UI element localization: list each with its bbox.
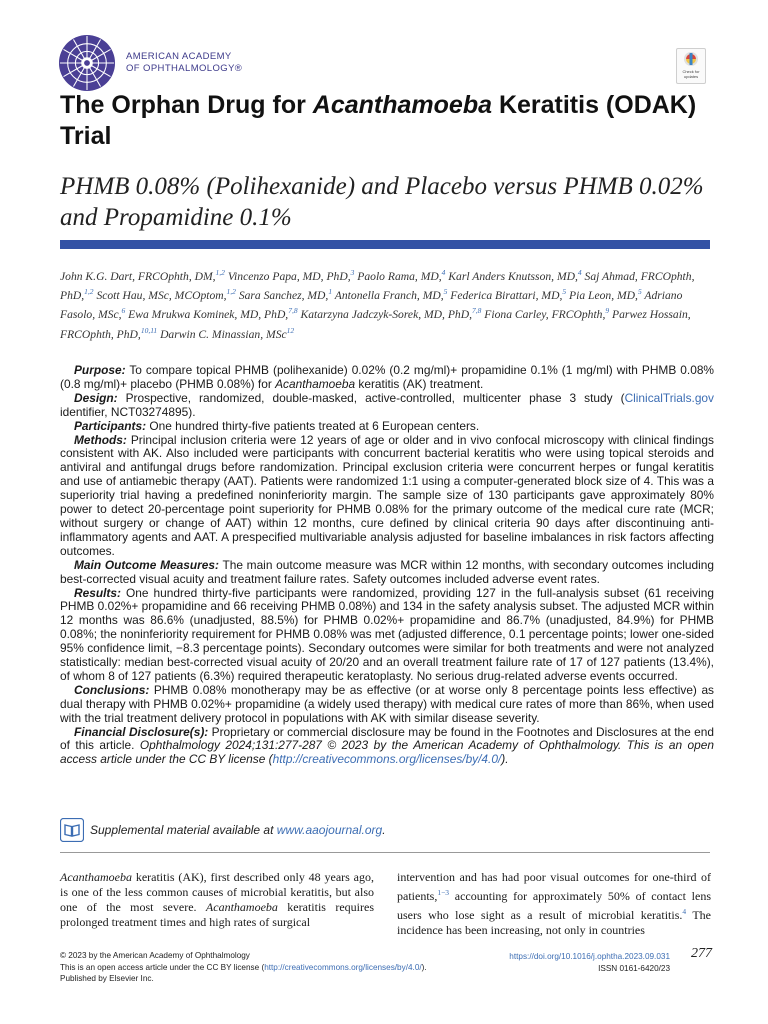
body-column-right: intervention and has had poor visual outcomes for one-third of patients,$^{1-3}$ accounting for approximately 50% of contact lens users who lose sight as a result of microbial keratitis.$^4$ The incidence has been increasing, not only in countries bbox=[397, 870, 711, 937]
author-affiliation[interactable]: 7,8 bbox=[288, 306, 298, 316]
author-affiliation[interactable]: 1,2 bbox=[215, 268, 225, 277]
citation: Ophthalmology 2024;131:277-287 © 2023 by the American Academy of Ophthalmology. This is an open access article under the CC BY license ( bbox=[60, 738, 714, 767]
author-affiliation[interactable]: 1 bbox=[328, 287, 333, 297]
author-name: Darwin C. Minassian, MSc bbox=[160, 327, 287, 341]
supplemental-text: Supplemental material available at bbox=[90, 823, 277, 837]
author bbox=[301, 308, 482, 321]
brand-name bbox=[126, 51, 242, 75]
doi-link[interactable]: https://doi.org/10.1016/j.ophtha.2023.09.031 bbox=[509, 952, 670, 961]
author-affiliation[interactable]: 5 bbox=[443, 287, 448, 297]
abstract-disclosure: Financial Disclosure(s): Proprietary or commercial disclosure may be found in the Footnotes and Disclosures at the end of this article. Ophthalmology 2024;131:277-287 © 2023 by the American Academy of Ophthalmology. This is an open access article under the CC BY license (http://creativecommons.org/licenses/by/4.0/). bbox=[60, 724, 714, 767]
brand-line-2: OF OPHTHALMOLOGY® bbox=[126, 63, 243, 74]
author-name: Karl Anders Knutsson, MD, bbox=[448, 269, 578, 283]
crossmark-label-1: Check for bbox=[682, 69, 700, 74]
aao-logo-icon bbox=[58, 34, 116, 92]
aaojournal-link[interactable]: www.aaojournal.org bbox=[276, 823, 383, 837]
author-affiliation[interactable]: 10,11 bbox=[140, 325, 158, 335]
supplemental-material: Supplemental material available at www.aaojournal.org. bbox=[60, 818, 700, 842]
author-affiliation[interactable]: 3 bbox=[350, 268, 355, 277]
abstract-outcomes: Main Outcome Measures: The main outcome measure was MCR within 12 months, with secondary outcomes including best-corrected visual acuity and treatment failure rates. Safety outcomes included adverse event rates. bbox=[60, 557, 715, 586]
author-name: Scott Hau, MSc, MCOptom, bbox=[96, 289, 227, 303]
book-icon bbox=[60, 818, 84, 842]
author-list bbox=[60, 265, 712, 342]
author bbox=[128, 308, 297, 321]
author-affiliation[interactable]: 1,2 bbox=[226, 287, 236, 297]
license-link[interactable]: http://creativecommons.org/licenses/by/4.0/ bbox=[272, 752, 502, 767]
author-affiliation[interactable]: 1,2 bbox=[84, 287, 94, 297]
abstract-conclusions: Conclusions: PHMB 0.08% monotherapy may be as effective (or at worse only 8 percentage points less effective) as dual therapy with PHMB 0.02%+ propamidine (a widely used therapy) with medical cure rates of more than 86%, when used with the trial treatment delivery protocol in populations with AK with similar disease severity. bbox=[60, 682, 715, 725]
author-affiliation[interactable]: 5 bbox=[562, 287, 567, 297]
author bbox=[357, 270, 445, 283]
reference-1-3[interactable]: 1−3 bbox=[437, 888, 450, 897]
author bbox=[569, 289, 642, 302]
author-affiliation[interactable]: 4 bbox=[577, 268, 582, 277]
author bbox=[450, 289, 566, 302]
abstract-purpose: Purpose: To compare topical PHMB (polihexanide) 0.02% (0.2 mg/ml)+ propamidine 0.1% (1 mg/ml) with PHMB 0.08% (0.8 mg/ml)+ placebo (PHMB 0.08%) for Acanthamoeba keratitis (AK) treatment. bbox=[60, 363, 715, 391]
title-rule bbox=[60, 240, 710, 249]
author-name: Parwez Hossain, FRCOphth, PhD, bbox=[60, 308, 691, 341]
author-name: Paolo Rama, MD, bbox=[357, 269, 442, 283]
abstract-methods: Methods: Principal inclusion criteria were 12 years of age or older and in vivo confocal microscopy with clinical findings consistent with AK. Also included were participants with concurrent bacterial keratitis who were using topical steroids and antiviral and antifungal drugs before randomization. Principal exclusion criteria were concurrent herpes or fungal keratitis and use of antiamebic therapy (AAT). Patients were randomized 1:1 using a computer-generated block size of 4. This was a superiority trial having a predefined noninferiority margin. The sample size of 130 participants gave approximately 80% power to detect 20-percentage point superiority for PHMB 0.08% for the primary outcome of the medical cure rate (MCR; without surgery or change of AAT) within 12 months, cure defined by clinical criteria 90 days after discontinuing anti-inflammatory agents and AAT. A prespecified multivariable analysis adjusted for baseline imbalances in risk factors affecting outcomes. bbox=[60, 432, 714, 558]
abstract-results: Results: One hundred thirty-five participants were randomized, providing 127 in the full-analysis subset (61 receiving PHMB 0.02%+ propamidine and 66 receiving PHMB 0.08%) and 134 in the safety analysis subset. The adjusted MCR within 12 months was 86.6% (unadjusted, 88.5%) for PHMB 0.02%+ propamidine and 86.7% (unadjusted, 84.9%) for PHMB 0.08%; the noninferiority requirement for PHMB 0.08% was met (adjusted difference, 0.1 percentage points; lower one-sided 95% confidence limit, −8.3 percentage points). Secondary outcomes were similar for both treatments and were not analyzed statistically: median best-corrected visual acuity of 20/20 and an overall treatment failure rate of 17 of 127 patients (13.4%), of whom 8 of 127 patients (6.3%) required therapeutic keratoplasty. No serious drug-related adverse events occurred. bbox=[60, 585, 714, 683]
author-name: Federica Birattari, MD, bbox=[450, 289, 563, 303]
crossmark-icon bbox=[677, 49, 705, 69]
author-name: John K.G. Dart, FRCOphth, DM, bbox=[60, 269, 216, 283]
author bbox=[448, 270, 581, 283]
body-column-left: Acanthamoeba keratitis (AK), first described only 48 years ago, is one of the less common causes of microbial keratitis, but also one of the most severe. Acanthamoeba keratitis requires prolonged treatment times and high rates of surgical bbox=[60, 870, 374, 929]
abstract bbox=[60, 364, 714, 767]
footer-copyright: © 2023 by the American Academy of Ophthalmology This is an open access article under the CC BY license (http://creativecommons.org/licenses/by/4.0/). Published by Elsevier Inc. bbox=[60, 951, 427, 983]
issn: ISSN 0161-6420/23 bbox=[598, 963, 670, 973]
footer-identifiers bbox=[470, 951, 670, 974]
author bbox=[60, 270, 225, 283]
author bbox=[96, 289, 235, 302]
author bbox=[160, 325, 295, 341]
abstract-design: Design: Prospective, randomized, double-masked, active-controlled, multicenter phase 3 study (ClinicalTrials.gov identifier, NCT03274895). bbox=[60, 390, 714, 419]
author-affiliation[interactable]: 12 bbox=[286, 325, 295, 335]
author-name: Fiona Carley, FRCOphth, bbox=[484, 308, 606, 322]
check-for-updates-badge[interactable] bbox=[676, 48, 706, 84]
author-affiliation[interactable]: 7,8 bbox=[472, 306, 482, 316]
author-name: Katarzyna Jadczyk-Sorek, MD, PhD, bbox=[300, 308, 473, 322]
abstract-participants: Participants: One hundred thirty-five patients treated at 6 European centers. bbox=[74, 418, 480, 433]
crossmark-label-2: updates bbox=[683, 73, 699, 79]
page-number: 277 bbox=[691, 946, 712, 961]
footer-license-link[interactable]: http://creativecommons.org/licenses/by/4.0/ bbox=[264, 962, 422, 972]
author-name: Antonella Franch, MD, bbox=[334, 289, 444, 303]
author-affiliation[interactable]: 6 bbox=[121, 306, 126, 316]
author-affiliation[interactable]: 4 bbox=[441, 268, 446, 277]
author-affiliation[interactable]: 5 bbox=[637, 287, 642, 297]
divider bbox=[60, 852, 710, 853]
author bbox=[228, 270, 355, 283]
author-name: Adriano Fasolo, MSc, bbox=[60, 289, 683, 322]
article-title: The Orphan Drug for Acanthamoeba Keratitis (ODAK) Trial bbox=[60, 91, 697, 150]
author-name: Ewa Mrukwa Kominek, MD, PhD, bbox=[128, 308, 289, 322]
reference-4[interactable]: 4 bbox=[682, 907, 687, 916]
author bbox=[335, 289, 448, 302]
author-name: Pia Leon, MD, bbox=[569, 289, 638, 303]
author-name: Saj Ahmad, FRCOphth, PhD, bbox=[60, 269, 695, 303]
author-name: Sara Sanchez, MD, bbox=[238, 289, 329, 303]
author-name: Vincenzo Papa, MD, PhD, bbox=[227, 269, 351, 283]
author bbox=[484, 308, 609, 321]
clinicaltrials-link[interactable]: ClinicalTrials.gov bbox=[624, 390, 714, 405]
author-affiliation[interactable]: 9 bbox=[605, 306, 610, 316]
author bbox=[239, 289, 332, 302]
article-subtitle: PHMB 0.08% (Polihexanide) and Placebo versus PHMB 0.02% and Propamidine 0.1% bbox=[60, 173, 704, 231]
brand-line-1: AMERICAN ACADEMY bbox=[126, 51, 232, 62]
